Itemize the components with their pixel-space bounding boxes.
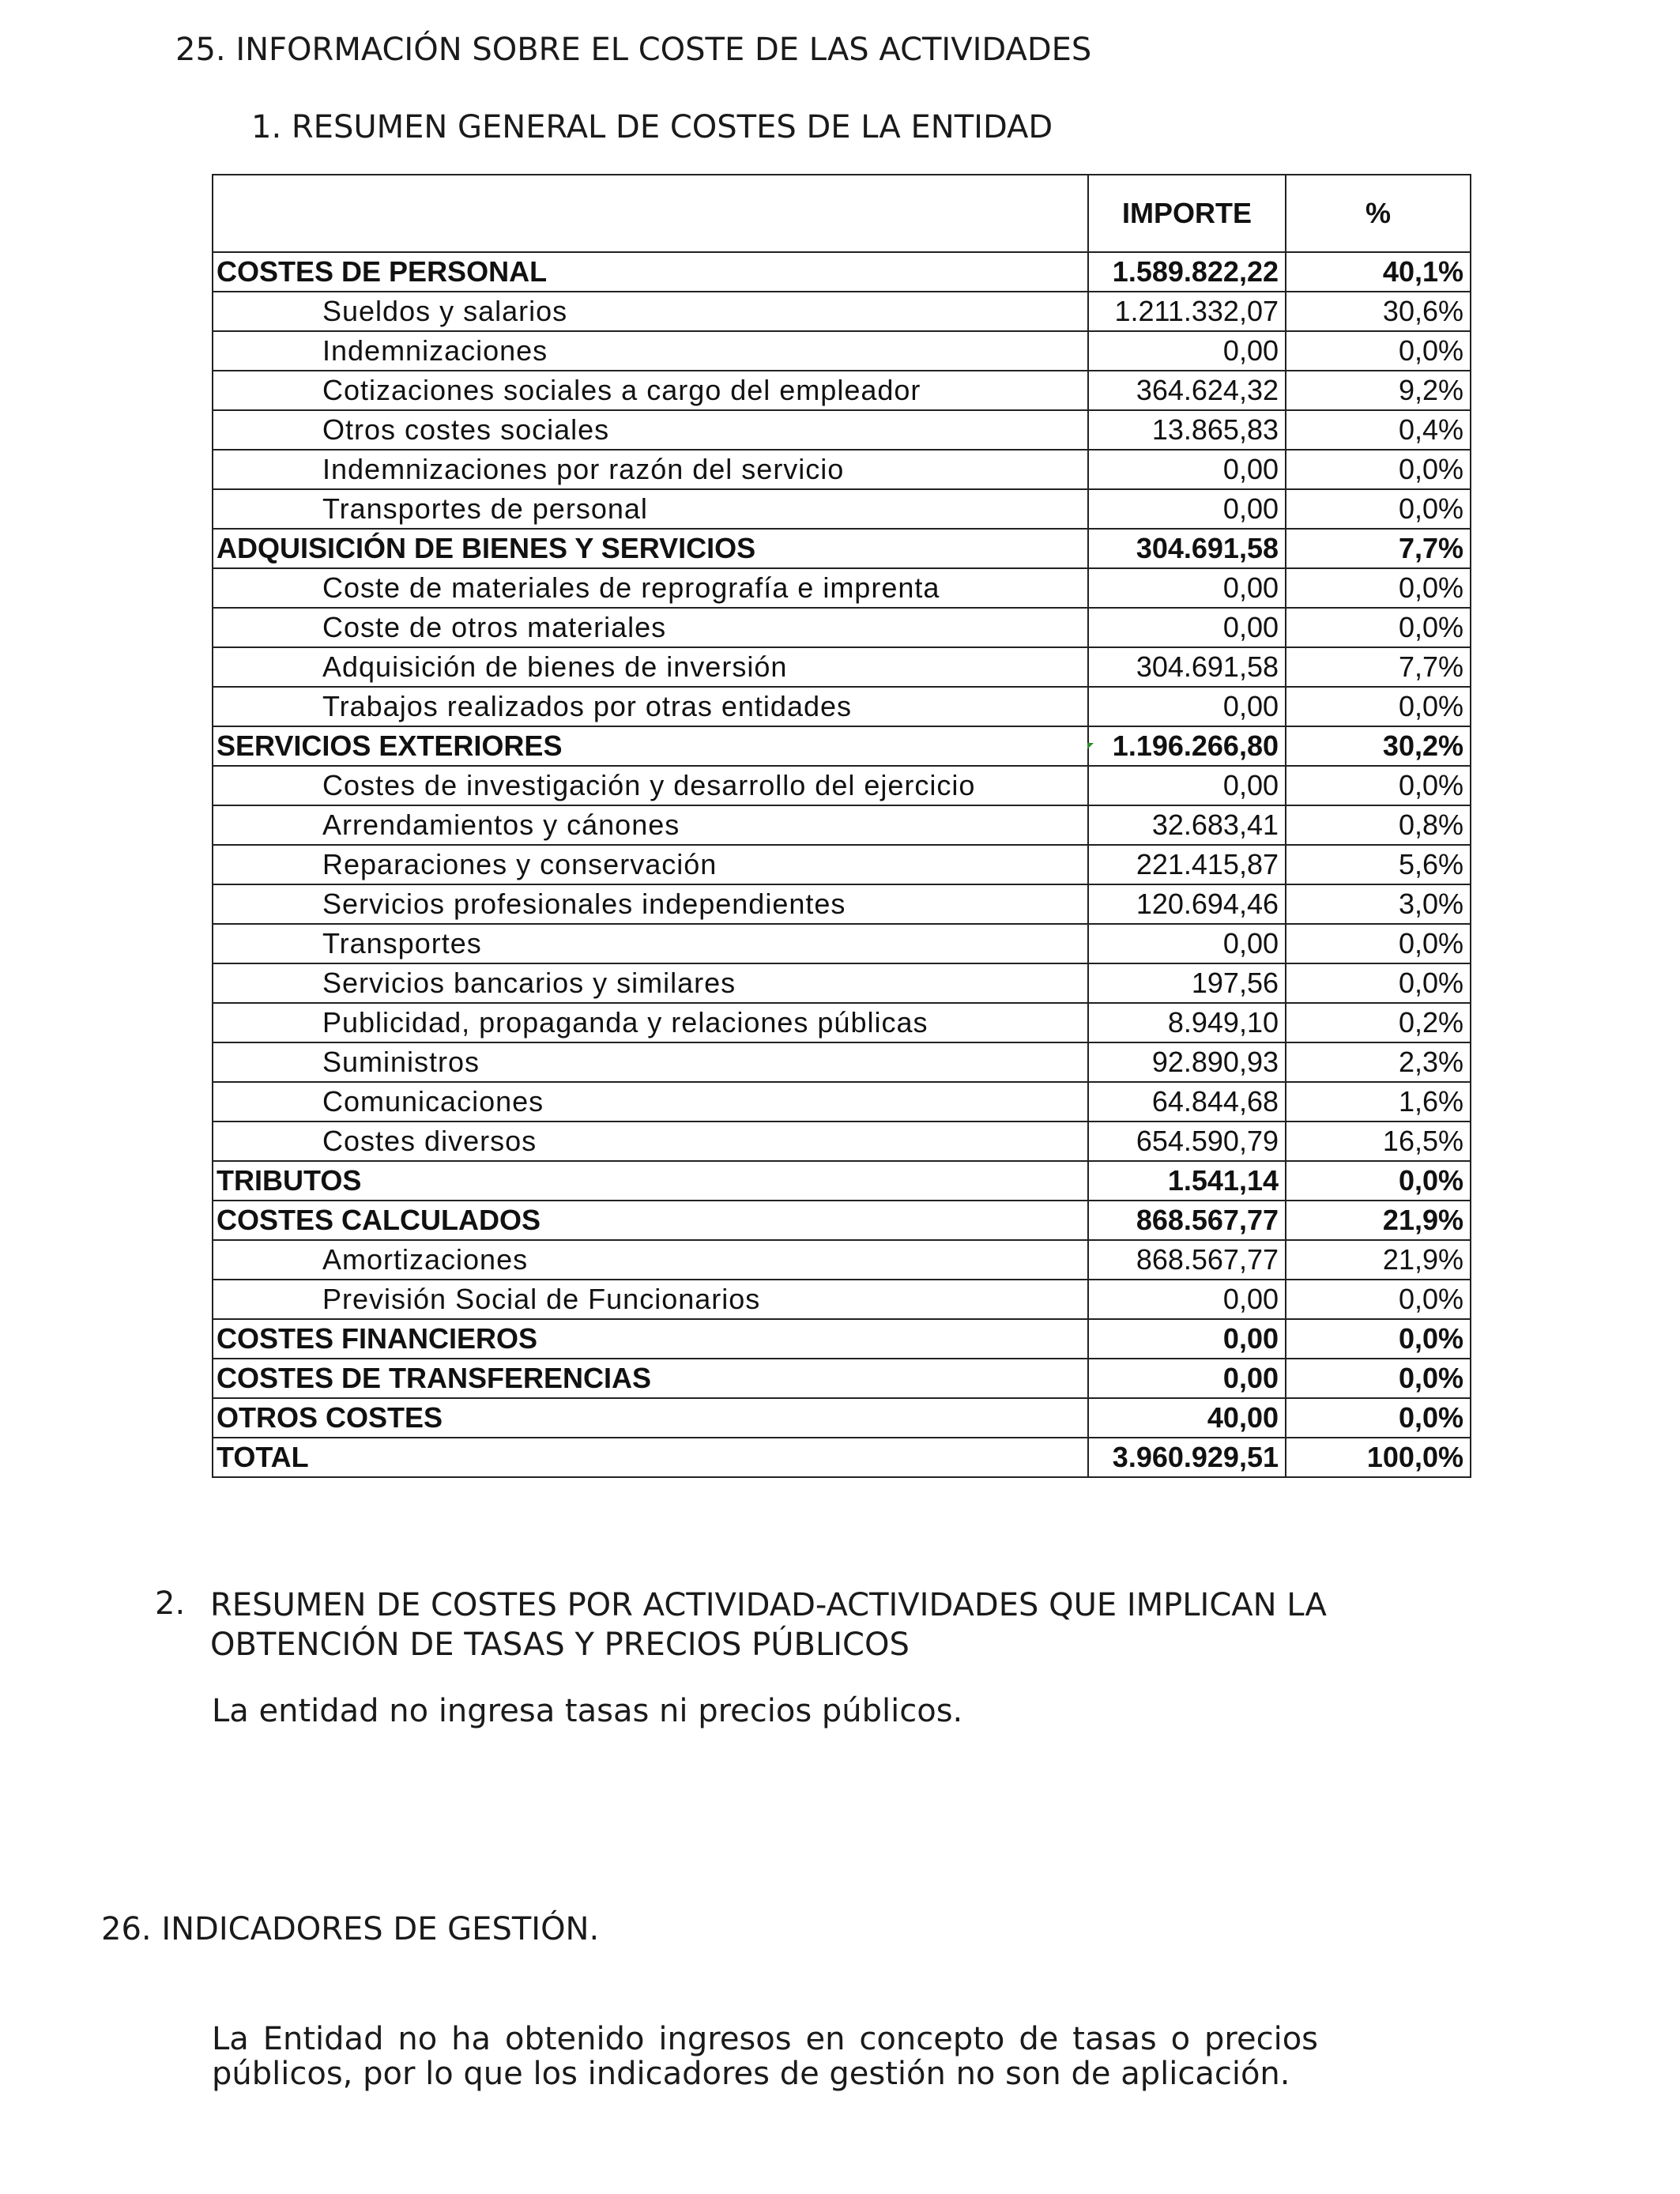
table-row xyxy=(213,568,1471,608)
table-row xyxy=(213,529,1471,568)
row-label: Indemnizaciones xyxy=(213,331,1088,371)
row-importe: 3.960.929,51 xyxy=(1088,1438,1286,1477)
table-row xyxy=(213,1122,1471,1161)
row-importe: 304.691,58 xyxy=(1088,647,1286,687)
table-row xyxy=(213,884,1471,924)
row-importe: 1.211.332,07 xyxy=(1088,292,1286,331)
row-importe: 0,00 xyxy=(1088,766,1286,805)
row-label: Servicios bancarios y similares xyxy=(213,963,1088,1003)
row-label: OTROS COSTES xyxy=(213,1398,1088,1438)
row-percent: 0,0% xyxy=(1286,1359,1471,1398)
table-row xyxy=(213,687,1471,726)
row-percent: 0,0% xyxy=(1286,331,1471,371)
table-row xyxy=(213,489,1471,529)
row-importe: 364.624,32 xyxy=(1088,371,1286,410)
row-percent: 21,9% xyxy=(1286,1201,1471,1240)
table-row xyxy=(213,1359,1471,1398)
row-percent: 0,0% xyxy=(1286,963,1471,1003)
row-importe: 868.567,77 xyxy=(1088,1240,1286,1280)
row-label: Comunicaciones xyxy=(213,1082,1088,1122)
table-row xyxy=(213,924,1471,963)
row-percent: 40,1% xyxy=(1286,252,1471,292)
row-importe: 40,00 xyxy=(1088,1398,1286,1438)
row-importe: 221.415,87 xyxy=(1088,845,1286,884)
row-percent: 0,0% xyxy=(1286,1280,1471,1319)
table-row xyxy=(213,1398,1471,1438)
table-row xyxy=(213,1003,1471,1042)
row-label: Coste de materiales de reprografía e imprenta xyxy=(213,568,1088,608)
table-row xyxy=(213,726,1471,766)
row-importe: 1.589.822,22 xyxy=(1088,252,1286,292)
row-percent: 30,6% xyxy=(1286,292,1471,331)
row-label: TRIBUTOS xyxy=(213,1161,1088,1201)
section-26-paragraph: La Entidad no ha obtenido ingresos en concepto de tasas o precios públicos, por lo que los indicadores de gestión no son de aplicación. xyxy=(212,2021,1318,2092)
row-percent: 0,0% xyxy=(1286,568,1471,608)
row-label: Arrendamientos y cánones xyxy=(213,805,1088,845)
row-importe: 0,00 xyxy=(1088,568,1286,608)
table-row xyxy=(213,1319,1471,1359)
row-label: TOTAL xyxy=(213,1438,1088,1477)
row-percent: 2,3% xyxy=(1286,1042,1471,1082)
row-importe: 0,00 xyxy=(1088,1359,1286,1398)
row-label: COSTES CALCULADOS xyxy=(213,1201,1088,1240)
table-row xyxy=(213,410,1471,450)
table-row xyxy=(213,371,1471,410)
subsection-25-2-heading: RESUMEN DE COSTES POR ACTIVIDAD-ACTIVIDADES QUE IMPLICAN LA OBTENCIÓN DE TASAS Y PRECIOS PÚBLICOS xyxy=(210,1587,1327,1663)
row-percent: 0,0% xyxy=(1286,766,1471,805)
row-importe: 13.865,83 xyxy=(1088,410,1286,450)
row-label: COSTES DE PERSONAL xyxy=(213,252,1088,292)
row-importe: 92.890,93 xyxy=(1088,1042,1286,1082)
section-25-heading: 25. INFORMACIÓN SOBRE EL COSTE DE LAS ACTIVIDADES xyxy=(175,32,1092,68)
row-label: Trabajos realizados por otras entidades xyxy=(213,687,1088,726)
row-percent: 7,7% xyxy=(1286,647,1471,687)
row-importe: 0,00 xyxy=(1088,450,1286,489)
row-percent: 0,4% xyxy=(1286,410,1471,450)
table-row xyxy=(213,331,1471,371)
row-importe: 0,00 xyxy=(1088,1280,1286,1319)
row-percent: 0,0% xyxy=(1286,687,1471,726)
header-concept xyxy=(213,175,1088,252)
subsection-25-1-heading: 1. RESUMEN GENERAL DE COSTES DE LA ENTIDAD xyxy=(251,109,1053,145)
table-row xyxy=(213,1240,1471,1280)
cell-comment-marker xyxy=(1087,743,1094,749)
table-row xyxy=(213,805,1471,845)
row-label: Transportes de personal xyxy=(213,489,1088,529)
row-percent: 16,5% xyxy=(1286,1122,1471,1161)
row-label: COSTES FINANCIEROS xyxy=(213,1319,1088,1359)
row-importe: 0,00 xyxy=(1088,331,1286,371)
row-percent: 3,0% xyxy=(1286,884,1471,924)
header-percent: % xyxy=(1286,175,1471,252)
row-percent: 0,0% xyxy=(1286,1398,1471,1438)
row-label: Indemnizaciones por razón del servicio xyxy=(213,450,1088,489)
row-percent: 0,0% xyxy=(1286,924,1471,963)
table-row xyxy=(213,1042,1471,1082)
table-row xyxy=(213,845,1471,884)
row-label: Otros costes sociales xyxy=(213,410,1088,450)
row-label: Costes diversos xyxy=(213,1122,1088,1161)
table-row xyxy=(213,647,1471,687)
row-importe: 0,00 xyxy=(1088,1319,1286,1359)
table-header-row xyxy=(213,175,1471,252)
table-row xyxy=(213,450,1471,489)
row-label: COSTES DE TRANSFERENCIAS xyxy=(213,1359,1088,1398)
row-percent: 0,0% xyxy=(1286,608,1471,647)
row-percent: 0,0% xyxy=(1286,1161,1471,1201)
row-percent: 5,6% xyxy=(1286,845,1471,884)
row-importe: 1.541,14 xyxy=(1088,1161,1286,1201)
row-importe: 197,56 xyxy=(1088,963,1286,1003)
row-importe: 1.196.266,80 xyxy=(1088,726,1286,766)
row-label: ADQUISICIÓN DE BIENES Y SERVICIOS xyxy=(213,529,1088,568)
row-percent: 9,2% xyxy=(1286,371,1471,410)
row-percent: 21,9% xyxy=(1286,1240,1471,1280)
row-label: Reparaciones y conservación xyxy=(213,845,1088,884)
row-percent: 7,7% xyxy=(1286,529,1471,568)
row-importe: 0,00 xyxy=(1088,924,1286,963)
row-label: Previsión Social de Funcionarios xyxy=(213,1280,1088,1319)
row-percent: 0,2% xyxy=(1286,1003,1471,1042)
row-label: SERVICIOS EXTERIORES xyxy=(213,726,1088,766)
header-importe: IMPORTE xyxy=(1088,175,1286,252)
table-row xyxy=(213,608,1471,647)
row-label: Costes de investigación y desarrollo del ejercicio xyxy=(213,766,1088,805)
row-importe: 0,00 xyxy=(1088,608,1286,647)
section-26-heading: 26. INDICADORES DE GESTIÓN. xyxy=(101,1911,600,1947)
row-label: Transportes xyxy=(213,924,1088,963)
row-importe: 0,00 xyxy=(1088,489,1286,529)
table-row xyxy=(213,1161,1471,1201)
row-importe: 64.844,68 xyxy=(1088,1082,1286,1122)
table-row xyxy=(213,292,1471,331)
table-row xyxy=(213,1082,1471,1122)
row-label: Suministros xyxy=(213,1042,1088,1082)
row-label: Publicidad, propaganda y relaciones públicas xyxy=(213,1003,1088,1042)
row-importe: 304.691,58 xyxy=(1088,529,1286,568)
table-row xyxy=(213,963,1471,1003)
row-percent: 100,0% xyxy=(1286,1438,1471,1477)
row-label: Coste de otros materiales xyxy=(213,608,1088,647)
row-percent: 0,0% xyxy=(1286,1319,1471,1359)
row-importe: 120.694,46 xyxy=(1088,884,1286,924)
table-row xyxy=(213,1280,1471,1319)
row-label: Cotizaciones sociales a cargo del empleador xyxy=(213,371,1088,410)
row-importe: 868.567,77 xyxy=(1088,1201,1286,1240)
subsection-25-2-text: La entidad no ingresa tasas ni precios públicos. xyxy=(212,1693,963,1729)
table-row xyxy=(213,1438,1471,1477)
subsection-25-2-number: 2. xyxy=(155,1585,186,1622)
row-label: Adquisición de bienes de inversión xyxy=(213,647,1088,687)
row-importe: 0,00 xyxy=(1088,687,1286,726)
table-row xyxy=(213,252,1471,292)
row-importe: 32.683,41 xyxy=(1088,805,1286,845)
row-percent: 0,8% xyxy=(1286,805,1471,845)
row-importe: 8.949,10 xyxy=(1088,1003,1286,1042)
table-row xyxy=(213,766,1471,805)
row-percent: 0,0% xyxy=(1286,450,1471,489)
row-importe: 654.590,79 xyxy=(1088,1122,1286,1161)
row-label: Amortizaciones xyxy=(213,1240,1088,1280)
table-row xyxy=(213,1201,1471,1240)
row-percent: 30,2% xyxy=(1286,726,1471,766)
row-label: Servicios profesionales independientes xyxy=(213,884,1088,924)
row-percent: 1,6% xyxy=(1286,1082,1471,1122)
costs-summary-table xyxy=(212,174,1471,1478)
row-percent: 0,0% xyxy=(1286,489,1471,529)
row-label: Sueldos y salarios xyxy=(213,292,1088,331)
